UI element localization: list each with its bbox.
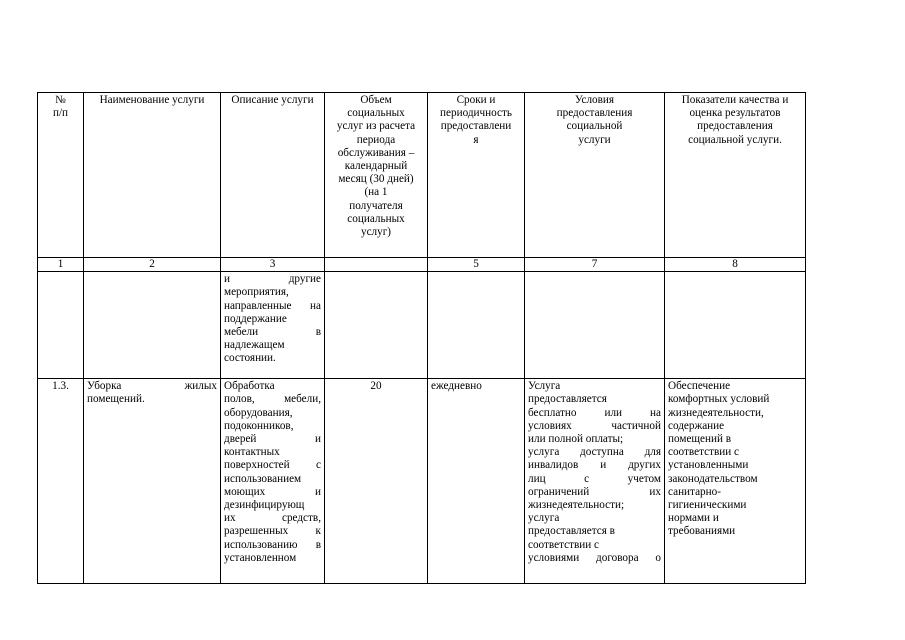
- text-line: лиц с учетом: [528, 472, 661, 485]
- header-cell-volume: [325, 93, 428, 258]
- text-line: комфортных условий: [668, 393, 770, 406]
- text-line: инвалидов и других: [528, 459, 661, 472]
- header-line: предоставлени: [440, 120, 512, 133]
- header-line: услуг): [360, 226, 392, 239]
- text-line: требованиями: [668, 525, 736, 538]
- empty-cell: [325, 272, 428, 379]
- header-line: №: [55, 94, 66, 106]
- text-line: Обеспечение: [668, 380, 731, 393]
- text-line: дезинфицирующ: [224, 499, 305, 512]
- empty-cell: [38, 272, 84, 379]
- text-line: условиях частичной: [528, 419, 661, 432]
- text-line: соответствии с: [668, 446, 739, 459]
- header-cell-description: [221, 93, 325, 258]
- header-line: периода: [356, 133, 396, 146]
- text-line: мероприятия,: [224, 286, 289, 299]
- continued-description-cell: [221, 272, 325, 379]
- service-number: 1.3.: [38, 379, 84, 584]
- column-number: 3: [221, 258, 325, 272]
- text-line: дверей и: [224, 433, 321, 446]
- header-line: получателя: [349, 199, 403, 212]
- text-line: предоставляется: [528, 393, 607, 406]
- empty-cell: [84, 272, 221, 379]
- column-number: 7: [525, 258, 665, 272]
- column-number: 2: [84, 258, 221, 272]
- text-line: законодательством: [668, 472, 758, 485]
- text-line: использованием: [224, 472, 302, 485]
- text-line: использованию в: [224, 538, 321, 551]
- text-line: их средств,: [224, 512, 321, 525]
- header-line: п/п: [52, 107, 69, 120]
- text-line: санитарно-: [668, 485, 721, 498]
- text-line: Уборка жилых: [87, 380, 217, 393]
- text-line: подоконников,: [224, 419, 294, 432]
- header-cell-number: [38, 93, 84, 258]
- text-line: поддержание: [224, 312, 287, 325]
- column-number: 1: [38, 258, 84, 272]
- header-line: месяц (30 дней): [338, 173, 414, 186]
- text-line: состоянии.: [224, 352, 276, 365]
- header-line: оценка результатов: [689, 107, 781, 120]
- service-volume: 20: [325, 379, 428, 584]
- text-line: надлежащем: [224, 339, 285, 352]
- header-line: социальных: [347, 212, 405, 225]
- text-line: или полной оплаты;: [528, 433, 624, 446]
- empty-cell: [428, 272, 525, 379]
- header-line: я: [473, 133, 479, 146]
- header-line: социальной услуги.: [688, 133, 782, 146]
- header-line: услуги: [578, 133, 611, 146]
- text-line: моющих и: [224, 485, 321, 498]
- service-row-1-3: [38, 379, 806, 584]
- text-line: и другие: [224, 273, 321, 286]
- column-number: 8: [665, 258, 806, 272]
- text-line: услуга: [528, 512, 560, 525]
- text-line: направленные на: [224, 299, 321, 312]
- header-line: Объем: [360, 94, 392, 106]
- header-line: периодичность: [440, 107, 512, 120]
- text-line: Обработка: [224, 380, 275, 393]
- service-frequency: ежедневно: [428, 379, 525, 584]
- header-cell-frequency: [428, 93, 525, 258]
- header-line: услуг из расчета: [336, 120, 416, 133]
- header-line: Описание услуги: [231, 94, 314, 106]
- continuation-row: [38, 272, 806, 379]
- services-table: [37, 92, 806, 584]
- header-line: календарный: [344, 160, 408, 173]
- header-cell-conditions: [525, 93, 665, 258]
- header-line: Наименование услуги: [99, 94, 205, 106]
- service-description: [221, 379, 325, 584]
- empty-cell: [525, 272, 665, 379]
- text-line: услуга доступна для: [528, 446, 661, 459]
- text-line: установленными: [668, 459, 749, 472]
- text-line: бесплатно или на: [528, 406, 661, 419]
- header-line: обслуживания –: [337, 146, 415, 159]
- empty-cell: [665, 272, 806, 379]
- text-line: гигиеническими: [668, 499, 747, 512]
- service-conditions: [525, 379, 665, 584]
- text-line: контактных: [224, 446, 280, 459]
- header-line: социальной: [566, 120, 623, 133]
- text-line: жизнедеятельности;: [528, 499, 625, 512]
- text-line: предоставляется в: [528, 525, 615, 538]
- header-line: Сроки и: [456, 94, 496, 106]
- text-line: помещений.: [87, 393, 145, 406]
- header-cell-name: [84, 93, 221, 258]
- text-line: ограничений их: [528, 485, 661, 498]
- text-line: соответствии с: [528, 538, 599, 551]
- service-name: [84, 379, 221, 584]
- text-line: мебели в: [224, 326, 321, 339]
- text-line: нормами и: [668, 512, 719, 525]
- text-line: установленном: [224, 551, 297, 564]
- header-row: [38, 93, 806, 258]
- header-line: Условия: [574, 94, 615, 106]
- text-line: Услуга: [528, 380, 561, 393]
- column-numbers-row: [38, 258, 806, 272]
- header-line: (на 1: [364, 186, 388, 199]
- text-line: помещений в: [668, 433, 732, 446]
- header-cell-quality: [665, 93, 806, 258]
- column-number: 5: [428, 258, 525, 272]
- text-line: условиями договора о: [528, 551, 661, 564]
- text-line: поверхностей с: [224, 459, 321, 472]
- header-line: предоставления: [556, 107, 633, 120]
- text-line: жизнедеятельности,: [668, 406, 764, 419]
- header-line: предоставления: [697, 120, 773, 133]
- service-quality: [665, 379, 806, 584]
- text-line: полов, мебели,: [224, 393, 321, 406]
- text-line: содержание: [668, 419, 725, 432]
- column-number: [325, 258, 428, 272]
- text-line: разрешенных к: [224, 525, 321, 538]
- header-line: социальных: [347, 107, 405, 120]
- header-line: Показатели качества и: [681, 94, 789, 106]
- text-line: оборудования,: [224, 406, 293, 419]
